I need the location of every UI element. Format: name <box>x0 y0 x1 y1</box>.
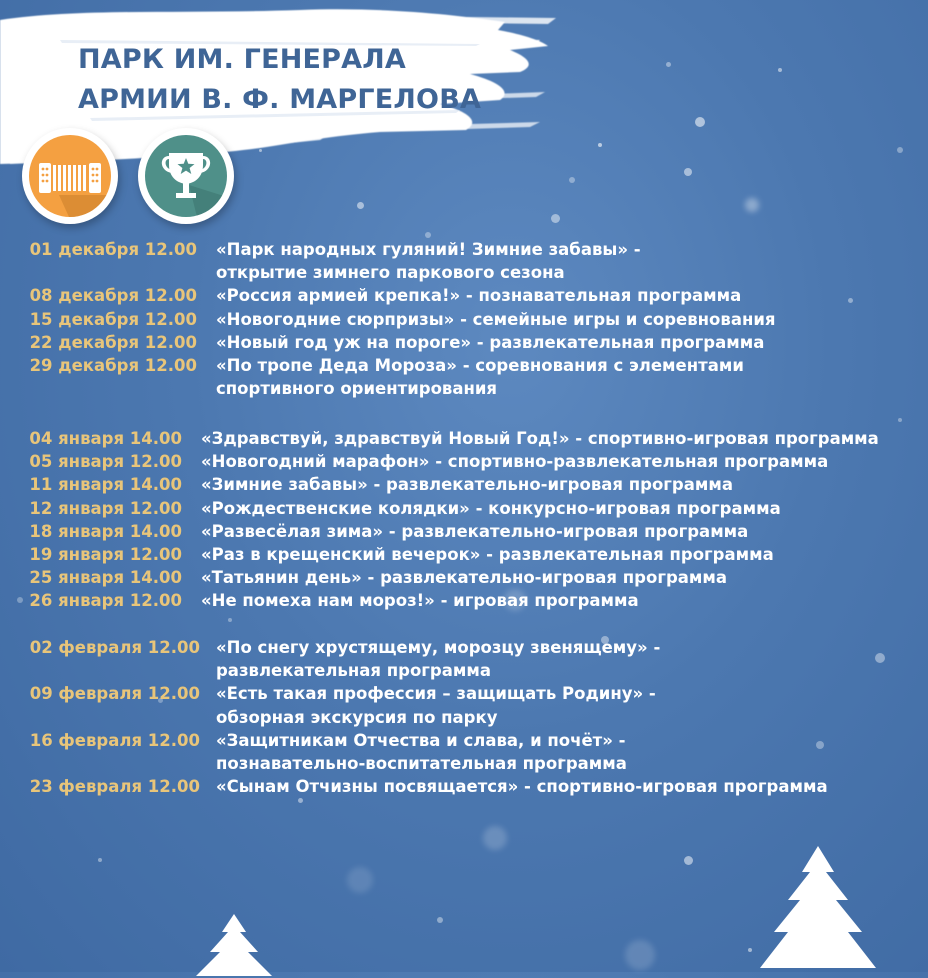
tree-icon <box>186 906 286 976</box>
accordion-badge-inner <box>29 135 111 217</box>
schedule-row <box>0 682 928 705</box>
schedule-row <box>0 775 928 798</box>
snowflake <box>778 68 782 72</box>
event-description: познавательно-воспитательная программа <box>216 754 627 773</box>
schedule-row <box>0 520 928 543</box>
event-date: 01 декабря 12.00 <box>29 240 197 259</box>
schedule-row <box>0 497 928 520</box>
snowflake <box>695 117 705 127</box>
title-line-2: АРМИИ В. Ф. МАРГЕЛОВА <box>78 84 482 115</box>
event-date: 22 декабря 12.00 <box>29 332 197 352</box>
schedule-row <box>0 450 928 473</box>
schedule-row <box>0 636 928 659</box>
trophy-badge-inner <box>145 135 227 217</box>
event-description: «Есть такая профессия – защищать Родину» - <box>216 684 656 704</box>
snowflake <box>745 198 759 212</box>
schedule-row <box>0 261 928 284</box>
event-description: «Новый год уж на пороге» - развлекательная программа <box>216 332 765 352</box>
event-date: 12 января 12.00 <box>29 498 182 518</box>
schedule-row <box>0 752 928 775</box>
event-date: 15 декабря 12.00 <box>29 309 197 329</box>
tree-icon <box>748 838 888 978</box>
title-line-1: ПАРК ИМ. ГЕНЕРАЛА <box>78 44 406 75</box>
event-description: «Новогодний марафон» - спортивно-развлекательная программа <box>201 452 829 472</box>
event-date: 04 января 14.00 <box>29 429 182 448</box>
event-description: «Сынам Отчизны посвящается» - спортивно-игровая программа <box>216 777 828 797</box>
snowflake <box>483 826 507 850</box>
schedule-row <box>0 238 928 261</box>
schedule-row <box>0 543 928 566</box>
event-description: «Раз в крещенский вечерок» - развлекательная программа <box>201 545 774 564</box>
schedule-row <box>0 331 928 354</box>
event-date: 02 февраля 12.00 <box>29 638 200 657</box>
snowflake <box>898 418 902 422</box>
event-date: 18 января 14.00 <box>29 521 182 541</box>
snowflake <box>684 856 693 865</box>
schedule-row <box>0 706 928 729</box>
event-description: «Не помеха нам мороз!» - игровая программа <box>201 591 639 611</box>
schedule-row <box>0 659 928 682</box>
snowflake <box>897 147 903 153</box>
accordion-badge <box>22 128 118 224</box>
trophy-badge <box>138 128 234 224</box>
event-description: «Развесёлая зима» - развлекательно-игровая программа <box>201 521 749 541</box>
event-date: 16 февраля 12.00 <box>29 730 200 750</box>
event-description: «Здравствуй, здравствуй Новый Год!» - спортивно-игровая программа <box>201 429 879 448</box>
event-date: 11 января 14.00 <box>29 475 182 495</box>
snowflake <box>357 202 364 209</box>
schedule-row <box>0 308 928 331</box>
snowflake <box>298 798 303 803</box>
snowflake <box>684 168 692 176</box>
snowflake <box>666 62 671 67</box>
event-description: «Татьянин день» - развлекательно-игровая программа <box>201 568 727 588</box>
event-description: «Зимние забавы» - развлекательно-игровая программа <box>201 475 733 495</box>
page-title <box>78 40 481 120</box>
snowflake <box>551 214 560 223</box>
event-date: 09 февраля 12.00 <box>29 684 200 704</box>
event-description: спортивного ориентирования <box>216 379 498 399</box>
schedule-row <box>0 284 928 307</box>
snowflake <box>98 858 102 862</box>
snowflake <box>569 177 575 183</box>
schedule-row <box>0 473 928 496</box>
snowflake <box>228 618 232 622</box>
trophy-icon <box>145 135 227 217</box>
schedule-row <box>0 729 928 752</box>
snowflake <box>437 917 443 923</box>
snowflake <box>625 940 655 970</box>
event-date: 19 января 12.00 <box>29 545 182 564</box>
event-date: 08 декабря 12.00 <box>29 286 197 306</box>
event-date: 05 января 12.00 <box>29 452 182 472</box>
schedule-row <box>0 377 928 400</box>
event-date: 25 января 14.00 <box>29 568 182 588</box>
event-description: «По тропе Деда Мороза» - соревнования с элементами <box>216 356 744 375</box>
event-description: «Россия армией крепка!» - познавательная программа <box>216 286 742 306</box>
event-date: 23 февраля 12.00 <box>29 777 200 797</box>
event-description: развлекательная программа <box>216 661 491 681</box>
snowflake <box>598 143 602 147</box>
snowflake <box>347 867 373 893</box>
event-description: «Новогодние сюрпризы» - семейные игры и соревнования <box>216 309 776 329</box>
event-date: 29 декабря 12.00 <box>29 356 197 375</box>
event-description: «Защитникам Отчества и слава, и почёт» - <box>216 730 626 750</box>
event-date: 26 января 12.00 <box>29 591 182 611</box>
accordion-icon <box>29 135 111 217</box>
schedule-row <box>0 354 928 377</box>
schedule-row <box>0 589 928 612</box>
event-description: открытие зимнего паркового сезона <box>216 263 565 283</box>
schedule-row <box>0 427 928 450</box>
event-description: «По снегу хрустящему, морозцу звенящему» - <box>216 638 661 657</box>
schedule-row <box>0 566 928 589</box>
event-description: «Парк народных гуляний! Зимние забавы» - <box>216 240 641 259</box>
event-description: обзорная экскурсия по парку <box>216 707 498 727</box>
event-description: «Рождественские колядки» - конкурсно-игровая программа <box>201 498 781 518</box>
